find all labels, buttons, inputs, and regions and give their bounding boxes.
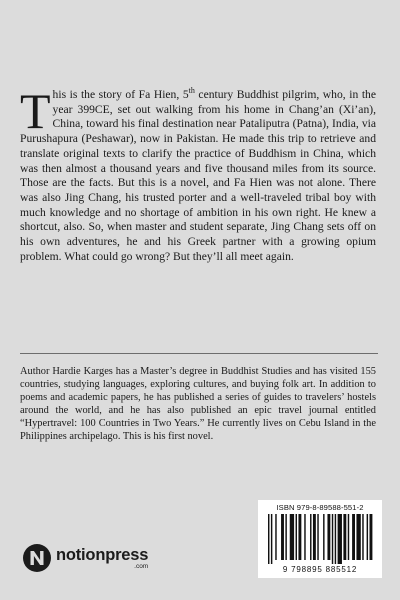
barcode-bar (343, 514, 346, 560)
barcode-bar (271, 514, 272, 564)
barcode-bar (335, 514, 336, 564)
barcode-bar (275, 514, 276, 560)
barcode-bar (304, 514, 305, 560)
barcode-bar (348, 514, 349, 560)
publisher-name: notionpress (56, 545, 149, 564)
publisher-logo (22, 542, 148, 574)
barcode-bar (356, 514, 360, 560)
barcode-bar (281, 514, 284, 560)
author-bio: Author Hardie Karges has a Master’s degree in Buddhist Studies and has visited 155 countries, studying languages, exploring cultures, and buying folk art. In addition to poems and academic papers, he has published a series of guides to travelers’ hostels around the world, and he has also published an epic travel journal entitled “Hypertravel: 100 Countries in Two Years.” He currently lives on Cebu Island in the Philippines archipelago. This is his first novel. (20, 366, 376, 442)
publisher-domain-suffix: .com (134, 562, 149, 570)
barcode-bar (310, 514, 311, 560)
barcode-bar (268, 514, 269, 564)
barcode-bar (327, 514, 330, 560)
isbn-label: ISBN 979-8-89588-551-2 (276, 503, 364, 512)
barcode-bar (298, 514, 301, 560)
barcode-bar (338, 514, 342, 564)
barcode-bar (313, 514, 316, 560)
barcode-bar (317, 514, 318, 560)
drop-cap: T (20, 83, 51, 139)
synopsis-lead: his is the story of Fa Hien, 5 (52, 88, 189, 101)
synopsis-paragraph (20, 83, 376, 264)
barcode-bar (290, 514, 294, 560)
section-divider (20, 353, 378, 354)
barcode-number: 9 798895 885512 (282, 565, 358, 574)
notionpress-logo-icon (22, 543, 52, 573)
barcode-bar (296, 514, 297, 560)
isbn-barcode-block (258, 500, 382, 578)
barcode-bar (323, 514, 324, 560)
barcode-bar (332, 514, 333, 564)
barcode-graphic (266, 514, 374, 564)
barcode-bar (367, 514, 368, 560)
barcode-bar (352, 514, 355, 560)
synopsis-superscript: th (188, 86, 195, 96)
barcode-bar (370, 514, 373, 560)
barcode-bar (362, 514, 363, 560)
synopsis-body: century Buddhist pilgrim, who, in the year 399CE, set out walking from his home in Chang’an (Xi’an), China, toward his final destination near Pataliputra (Patna), India, via Purushapura (Peshawar), now in Pakistan. He made this trip to retrieve and translate original texts to clarify the practice of Buddhism in China, which was then almost a thousand years and five thousand miles from its source. Those are the facts. But this is a novel, and Fa Hien was not alone. There was also Jing Chang, his trusted porter and a well-traveled tribal boy with much knowledge and no shortage of ambition in his own right. He knew a shortcut, also. So, when master and student separate, Jing Chang sets off on his own adventures, he and his Greek partner with a growing opium problem. What could go wrong? But they’ll all meet again. (20, 88, 376, 263)
barcode-bar (285, 514, 286, 560)
